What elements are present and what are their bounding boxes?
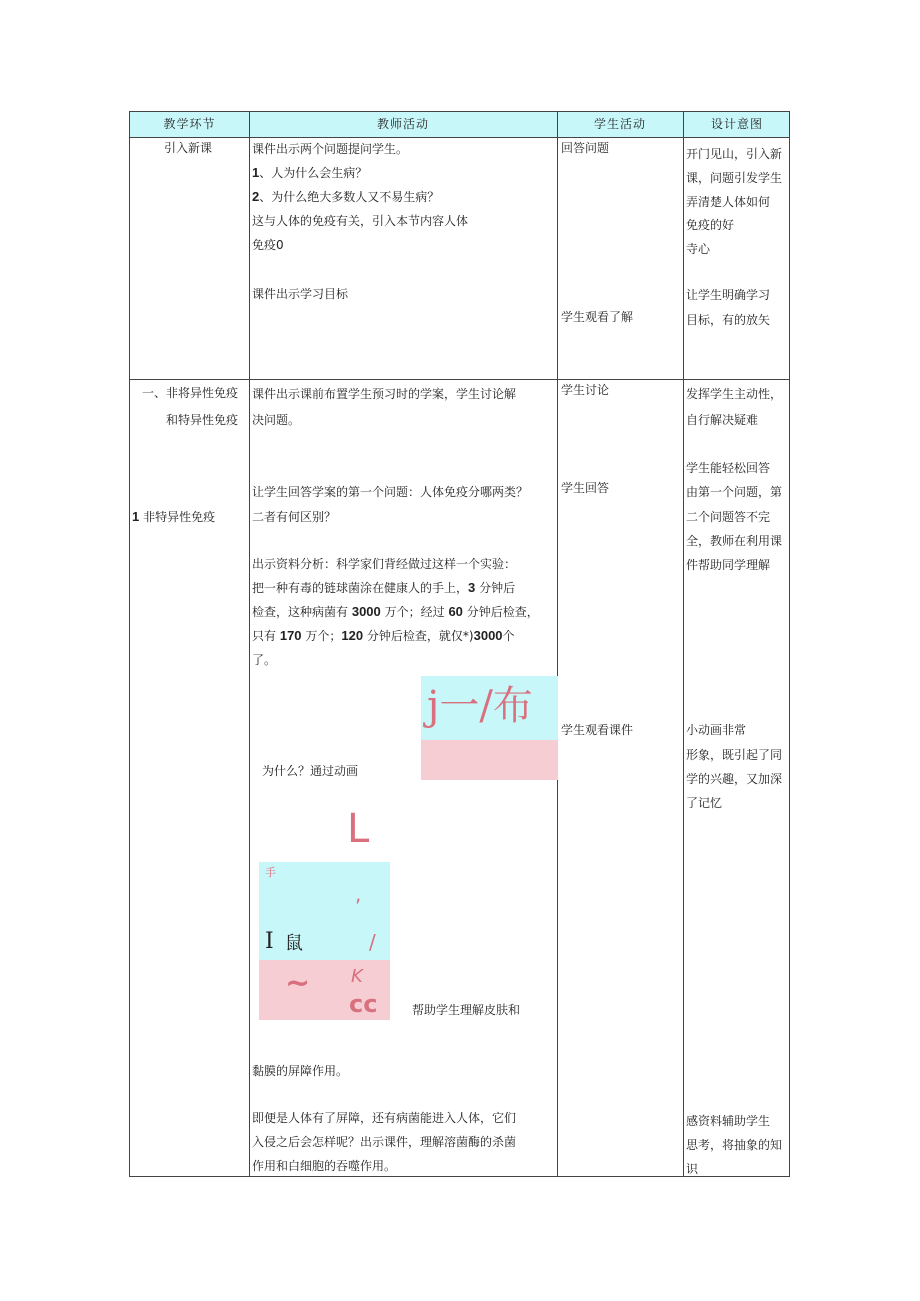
design-text: 开门见山，引入新 [686,147,783,161]
design-text: 全，教师在利用课 [686,534,783,548]
student-activity: 学生讨论 [561,383,610,397]
header-teacher-activity: 教师活动 [376,117,429,131]
section-title: 一、非将异性免疫 [142,386,239,400]
row-divider [130,137,789,138]
teacher-text: 二者有何区别？ [252,510,337,524]
design-text: 课，问题引发学生 [686,171,783,185]
teacher-text: 只有 170 万个；120 分钟后检查，就仅*)3000个 [252,628,515,643]
image-text: 鼠 [285,933,303,954]
teacher-text: 课件出示课前布置学生预习时的学案，学生讨论解 [252,387,517,401]
skin-animation-image-lower [259,960,390,1020]
header-student-activity: 学生活动 [593,117,646,131]
column-divider [557,112,558,1176]
teacher-text: 入侵之后会怎样呢？出示课件，理解溶菌酶的杀菌 [252,1135,517,1149]
teacher-text: 黏膜的屏障作用。 [252,1064,349,1078]
student-activity: 回答问题 [561,141,610,155]
teacher-question-2: 2、为什么绝大多数人又不易生病？ [252,189,440,204]
image-text: / [369,930,376,954]
design-text: 识 [686,1162,699,1176]
teacher-text: 这与人体的免疫有关，引入本节内容人体 [252,214,469,228]
header-teaching-stage: 教学环节 [163,117,216,131]
image-text: cc [349,990,378,1018]
image-text: K [351,966,363,987]
design-text: 目标，有的放矢 [686,313,771,327]
teacher-text: 把一种有毒的链球菌涂在健康人的手上，3 分钟后 [252,580,516,595]
design-text: 思考，将抽象的知 [686,1138,783,1152]
animation-frame-image-lower [421,740,558,780]
design-text: 小动画非常 [686,723,747,737]
design-text: 由第一个问题，第 [686,485,783,499]
image-text: , [355,882,362,906]
teacher-text: 帮助学生理解皮肤和 [412,1003,521,1017]
design-text: 让学生明确学习 [686,288,771,302]
image-text: L [347,806,370,852]
teacher-text: 让学生回答学案的第一个问题：人体免疫分哪两类？ [252,485,529,499]
teacher-text: 决问题。 [252,413,301,427]
student-activity: 学生回答 [561,481,610,495]
animation-frame-image [421,676,558,740]
column-divider [249,112,250,1176]
teacher-text: 出示资料分析：科学家们背经做过这样一个实验： [252,557,517,571]
teacher-text: 课件出示两个问题提问学生。 [252,142,409,156]
design-text: 形象，既引起了同 [686,748,783,762]
section-title: 和特异性免疫 [166,413,239,427]
design-text: 感资料辅助学生 [686,1114,771,1128]
teacher-question-1: 1、人为什么会生病？ [252,165,368,180]
design-text: 了记忆 [686,796,723,810]
teacher-text: 课件出示学习目标 [252,287,349,301]
design-text: 学生能轻松回答 [686,461,771,475]
student-activity: 学生观看课件 [561,723,634,737]
row-divider [130,379,789,380]
teacher-text: 作用和白细胞的吞噬作用。 [252,1159,397,1173]
image-text: 手 [265,866,276,879]
image-text: j一/布 [427,683,533,729]
teacher-text: 为什么？通过动画 [262,764,359,778]
lesson-plan-table [129,111,790,1177]
design-text: 寺心 [686,242,711,256]
section-intro: 引入新课 [164,141,213,155]
student-activity: 学生观看了解 [561,310,634,324]
subsection-title: 1 非特异性免疫 [132,509,216,524]
design-text: 免疫的好 [686,218,735,232]
design-text: 件帮助同学理解 [686,558,771,572]
header-design-intent: 设计意图 [710,117,763,131]
design-text: 弄清楚人体如何 [686,195,771,209]
teacher-text: 免疫0 [252,238,284,252]
teacher-text: 即便是人体有了屏障，还有病菌能进入人体，它们 [252,1111,517,1125]
skin-animation-image [259,862,390,960]
column-divider [683,112,684,1176]
design-text: 学的兴趣，又加深 [686,772,783,786]
teacher-text: 了。 [252,653,277,667]
teacher-text: 检查，这种病菌有 3000 万个；经过 60 分钟后检查， [252,604,539,619]
image-text: I [265,929,274,954]
image-text: ~ [285,966,311,1001]
design-text: 自行解决疑难 [686,413,759,427]
design-text: 发挥学生主动性， [686,387,783,401]
design-text: 二个问题答不完 [686,510,771,524]
